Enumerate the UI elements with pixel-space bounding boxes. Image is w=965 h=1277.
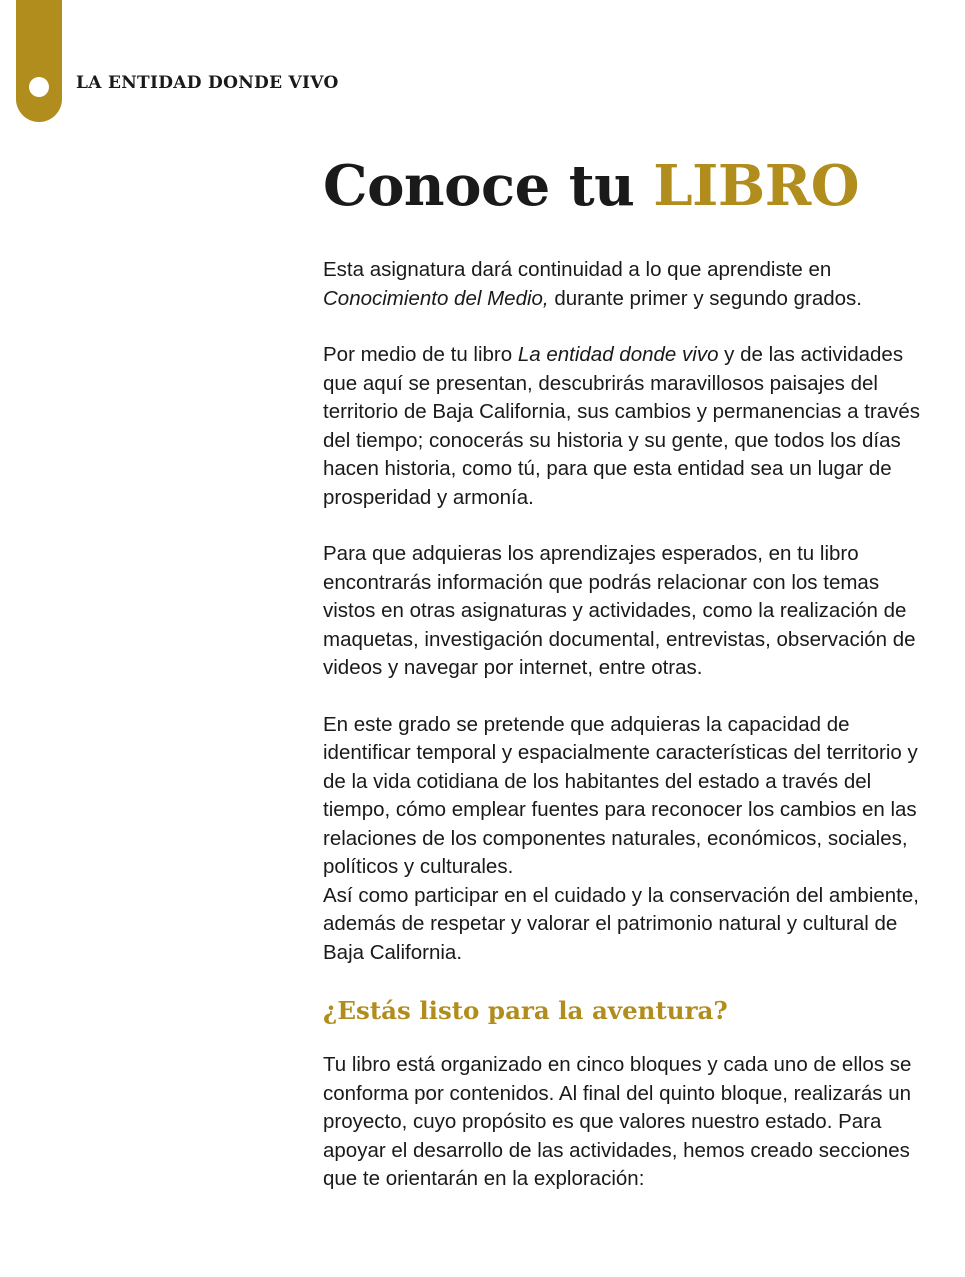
paragraph-text: y de las actividades que aquí se presentan, descubrirás maravillosos paisajes del territorio de Baja California, sus cambios y permanencias a través del tiempo; conocerás su historia y su gente, que todos los días hacen historia, como tú, para que esta entidad sea un lugar de prosperidad y armonía. — [323, 343, 921, 509]
paragraph-goals — [323, 711, 928, 968]
paragraph-text: En este grado se pretende que adquieras la capacidad de identificar temporal y espacialmente características del territorio y de la vida cotidiana de los habitantes del estado a través del tiempo, cómo emplear fuentes para reconocer los cambios en las relaciones de los componentes naturales, económicos, sociales, políticos y culturales. — [323, 712, 918, 878]
running-header: LA ENTIDAD DONDE VIVO — [76, 73, 339, 93]
main-content — [323, 256, 928, 1222]
paragraph-emphasis: Conocimiento del Medio, — [323, 286, 549, 310]
paragraph-learning: Para que adquieras los aprendizajes esperados, en tu libro encontrarás información que podrás relacionar con los temas vistos en otras asignaturas y actividades, como la realización de maquetas, investigación documental, entrevistas, observación de videos y navegar por internet, entre otras. — [323, 542, 916, 679]
paragraph-book — [323, 341, 928, 512]
page-title — [323, 150, 859, 222]
chapter-tab — [16, 0, 62, 122]
title-accent: LIBRO — [653, 153, 860, 219]
paragraph-organization: Tu libro está organizado en cinco bloques y cada uno de ellos se conforma por contenidos. Al final del quinto bloque, realizarás un proyecto, cuyo propósito es que valores nuestro estado. Para apoyar el desarrollo de las actividades, hemos creado secciones que te orientarán en la exploración: — [323, 1053, 912, 1190]
paragraph-text: Así como participar en el cuidado y la conservación del ambiente, además de respetar y valorar el patrimonio natural y cultural de Baja California. — [323, 883, 919, 964]
paragraph-text: durante primer y segundo grados. — [548, 286, 863, 310]
title-text: Conoce tu — [323, 153, 654, 219]
paragraph-emphasis: La entidad donde vivo — [517, 343, 719, 366]
paragraph-text: Esta asignatura dará continuidad a lo que aprendiste en — [323, 258, 832, 281]
paragraph-intro — [323, 256, 928, 313]
tab-dot-icon — [29, 77, 49, 97]
paragraph-text: Por medio de tu libro — [323, 343, 518, 366]
section-subheading: ¿Estás listo para la aventura? — [323, 996, 728, 1025]
